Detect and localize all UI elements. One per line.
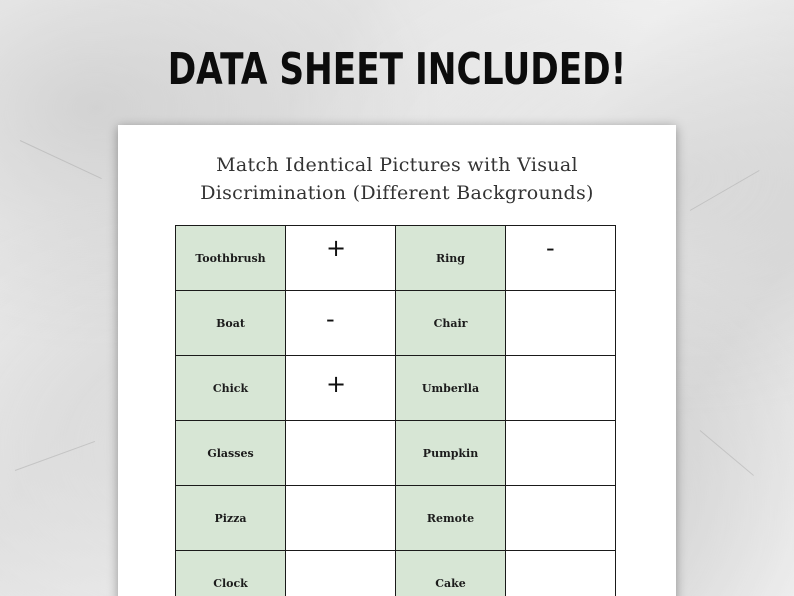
item-cell: Remote xyxy=(396,486,506,551)
item-cell: Pumpkin xyxy=(396,421,506,486)
mark-cell[interactable] xyxy=(286,551,396,596)
item-cell: Clock xyxy=(176,551,286,596)
table-row xyxy=(176,551,616,596)
item-cell: Ring xyxy=(396,226,506,291)
table-row xyxy=(176,291,616,356)
mark-value: + xyxy=(326,370,347,398)
mark-cell[interactable] xyxy=(506,421,616,486)
table-row xyxy=(176,486,616,551)
mark-value: + xyxy=(326,234,347,262)
item-cell: Chick xyxy=(176,356,286,421)
marble-vein xyxy=(20,140,102,179)
mark-value: - xyxy=(546,234,555,262)
mark-cell[interactable] xyxy=(286,356,396,421)
table-row xyxy=(176,421,616,486)
mark-cell[interactable] xyxy=(286,486,396,551)
item-cell: Toothbrush xyxy=(176,226,286,291)
mark-cell[interactable] xyxy=(506,551,616,596)
table-row xyxy=(176,356,616,421)
sheet-title-line-2: Discrimination (Different Backgrounds) xyxy=(200,182,594,204)
sheet-title-line-1: Match Identical Pictures with Visual xyxy=(216,154,578,176)
mark-cell[interactable] xyxy=(506,226,616,291)
mark-cell[interactable] xyxy=(506,356,616,421)
headline: DATA SHEET INCLUDED! xyxy=(167,44,627,95)
mark-value: - xyxy=(326,305,335,333)
item-cell: Boat xyxy=(176,291,286,356)
table-row xyxy=(176,226,616,291)
item-cell: Cake xyxy=(396,551,506,596)
item-cell: Umberlla xyxy=(396,356,506,421)
mark-cell[interactable] xyxy=(286,421,396,486)
data-table xyxy=(175,225,616,596)
mark-cell[interactable] xyxy=(286,291,396,356)
mark-cell[interactable] xyxy=(286,226,396,291)
sheet-title xyxy=(118,151,676,207)
mark-cell[interactable] xyxy=(506,486,616,551)
marble-vein xyxy=(690,170,760,211)
marble-vein xyxy=(15,441,95,471)
item-cell: Chair xyxy=(396,291,506,356)
item-cell: Pizza xyxy=(176,486,286,551)
data-sheet xyxy=(118,125,676,596)
marble-vein xyxy=(700,430,754,476)
item-cell: Glasses xyxy=(176,421,286,486)
mark-cell[interactable] xyxy=(506,291,616,356)
